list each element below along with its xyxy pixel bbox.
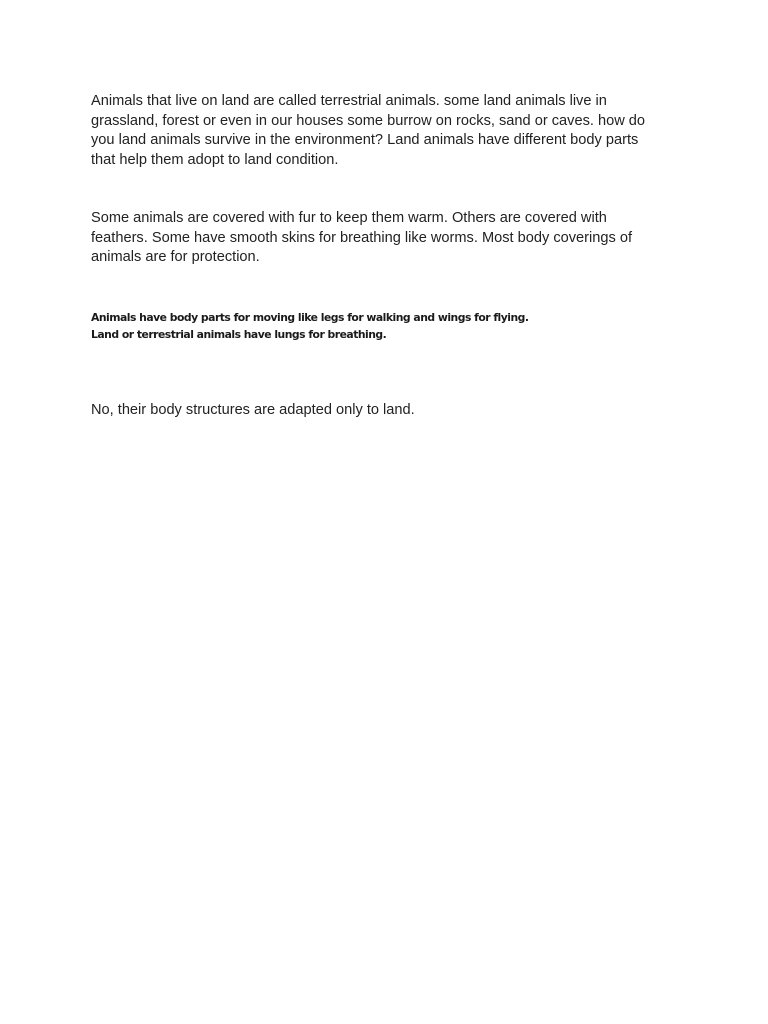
text-line: you land animals survive in the environment? Land animals have different body parts [91,132,639,148]
text-line: No, their body structures are adapted only to land. [91,402,415,418]
text-line: Animals have body parts for moving like legs for walking and wings for flying. [91,311,529,324]
text-line: Land or terrestrial animals have lungs for breathing. [91,328,387,341]
text-line: Some animals are covered with fur to keep them warm. Others are covered with [91,210,607,226]
text-line: Animals that live on land are called terrestrial animals. some land animals live in [91,93,607,109]
paragraph-body-parts [91,309,691,343]
paragraph-body-coverings [91,209,691,268]
text-line: that help them adopt to land condition. [91,151,339,168]
paragraph-terrestrial-animals [91,92,691,170]
paragraph-answer [91,401,691,421]
text-line: grassland, forest or even in our houses some burrow on rocks, sand or caves. how do [91,112,646,129]
text-line: feathers. Some have smooth skins for breathing like worms. Most body coverings of [91,229,633,246]
text-line: animals are for protection. [91,249,260,265]
